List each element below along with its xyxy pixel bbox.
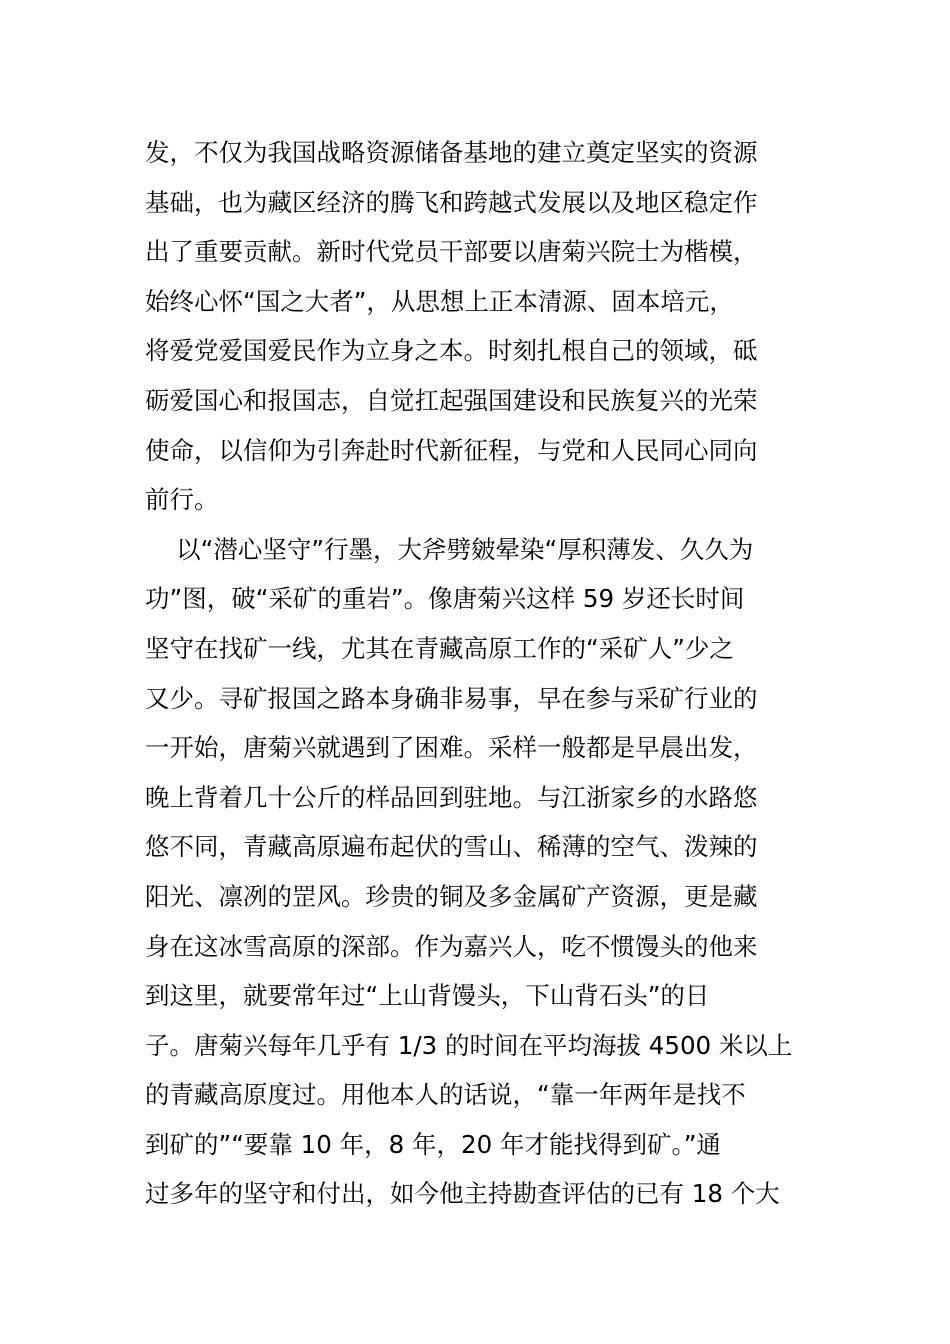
text-line: 坚守在找矿一线，尤其在青藏高原工作的“采矿人”少之: [145, 633, 734, 663]
text-line: 始终心怀“国之大者”，从思想上正本清源、固本培元，: [145, 286, 734, 316]
text-line: 的青藏高原度过。用他本人的话说，“靠一年两年是找不: [145, 1080, 746, 1110]
text-line: 阳光、凛冽的罡风。珍贵的铜及多金属矿产资源，更是藏: [145, 881, 758, 911]
text-line: 悠不同，青藏高原遍布起伏的雪山、稀薄的空气、泼辣的: [145, 832, 758, 862]
text-line: 发，不仅为我国战略资源储备基地的建立奠定坚实的资源: [145, 138, 758, 167]
paragraph-start-line: 以“潜心坚守”行墨，大斧劈皴晕染“厚积薄发、久久为: [145, 534, 754, 564]
text-line: 前行。: [145, 485, 219, 515]
text-line: 晚上背着几十公斤的样品回到驻地。与江浙家乡的水路悠: [145, 782, 758, 812]
text-line: 到这里，就要常年过“上山背馒头，下山背石头”的日: [145, 981, 710, 1011]
text-line: 将爱党爱国爱民作为立身之本。时刻扎根自己的领域，砥: [145, 336, 758, 366]
text-line: 基础，也为藏区经济的腾飞和跨越式发展以及地区稳定作: [145, 187, 758, 217]
text-line: 砺爱国心和报国志，自觉扛起强国建设和民族复兴的光荣: [145, 385, 758, 415]
text-line: 出了重要贡献。新时代党员干部要以唐菊兴院士为楷模，: [145, 237, 758, 267]
text-line: 使命，以信仰为引奔赴时代新征程，与党和人民同心同向: [145, 435, 758, 465]
text-line: 一开始，唐菊兴就遇到了困难。采样一般都是早晨出发，: [145, 733, 758, 763]
text-line: 子。唐菊兴每年几乎有 1/3 的时间在平均海拔 4500 米以上: [145, 1030, 793, 1060]
text-line: 又少。寻矿报国之路本身确非易事，早在参与采矿行业的: [145, 683, 758, 713]
body-text: [145, 128, 810, 1219]
text-line: 到矿的”“要靠 10 年，8 年，20 年才能找得到矿。”通: [145, 1129, 721, 1159]
text-line: 过多年的坚守和付出，如今他主持勘查评估的已有 18 个大: [145, 1179, 780, 1209]
text-line: 功”图，破“采矿的重岩”。像唐菊兴这样 59 岁还长时间: [145, 584, 745, 614]
text-line: 身在这冰雪高原的深部。作为嘉兴人，吃不惯馒头的他来: [145, 931, 758, 961]
